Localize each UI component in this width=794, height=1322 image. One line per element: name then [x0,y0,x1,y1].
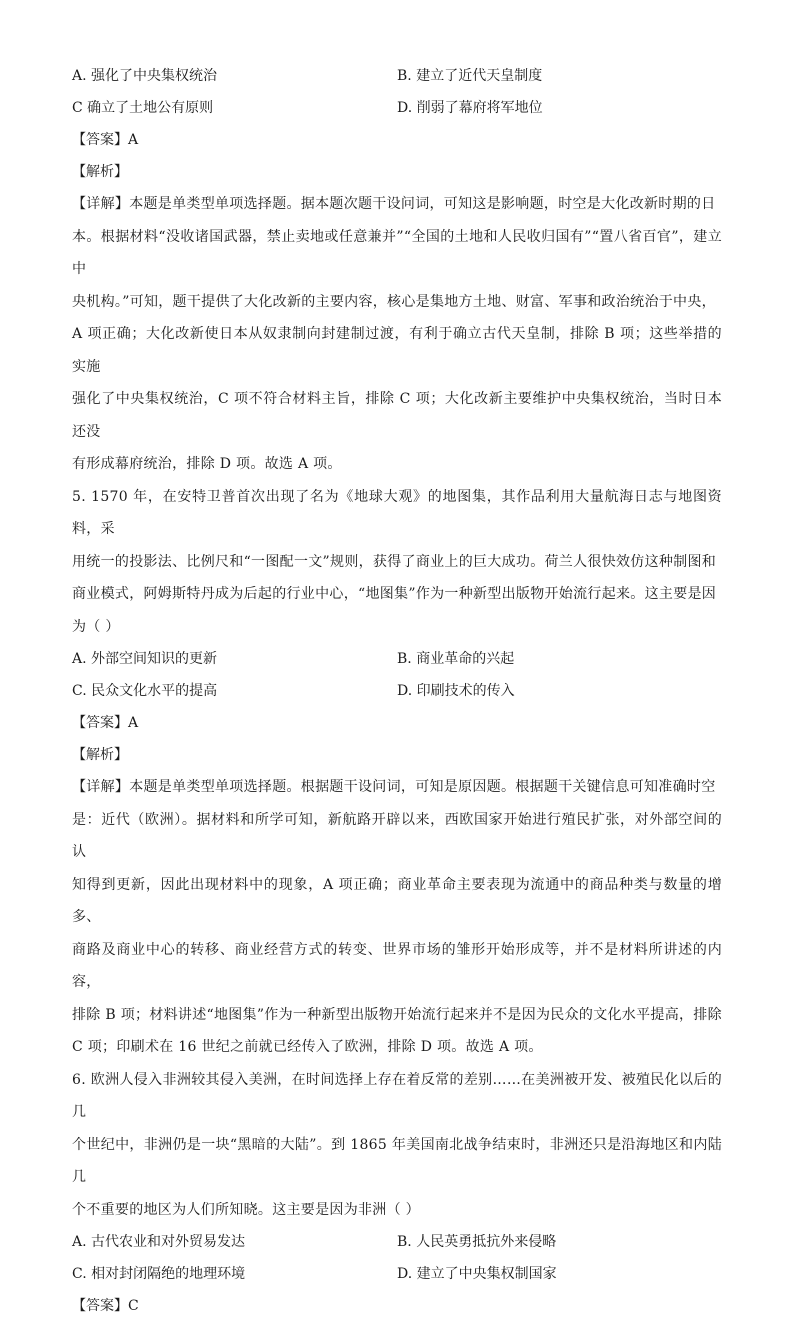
q6-option-a: A. 古代农业和对外贸易发达 [72,1234,246,1250]
q4-detail-line: 央机构。”可知，题干提供了大化改新的主要内容，核心是集地方土地、财富、军事和政治统治于中央， [72,293,716,310]
q6-option-d: D. 建立了中央集权制国家 [397,1266,557,1282]
q6-stem-line: 个不重要的地区为人们所知晓。这主要是因为非洲（ ） [72,1201,420,1218]
q5-stem-line: 为（ ） [72,618,120,635]
q6-answer: 【答案】C [72,1298,139,1314]
q5-detail-line: 排除 B 项；材料讲述“地图集”作为一种新型出版物开始流行起来并不是因为民众的文化水平提高，排除 [72,1006,722,1023]
q4-option-c: C 确立了土地公有原则 [72,100,214,116]
q6-options-row-1 [72,1226,722,1258]
q4-detail-line: 强化了中央集权统治，C 项不符合材料主旨，排除 C 项；大化改新主要维护中央集权统治，当时日本还没 [72,391,722,440]
q5-stem-line: 用统一的投影法、比例尺和“一图配一文”规则，获得了商业上的巨大成功。荷兰人很快效仿这种制图和 [72,553,717,570]
q5-option-c: C. 民众文化水平的提高 [72,683,218,699]
q5-stem-line: 5. 1570 年，在安特卫普首次出现了名为《地球大观》的地图集，其作品利用大量航海日志与地图资料，采 [72,488,722,537]
q6-stem [72,1064,722,1227]
q5-detail-line: 商路及商业中心的转移、商业经营方式的转变、世界市场的雏形开始形成等，并不是材料所讲述的内容， [72,941,722,990]
q4-option-b: B. 建立了近代天皇制度 [397,68,543,84]
q4-answer: 【答案】A [72,132,139,148]
q5-detail-line: C 项；印刷术在 16 世纪之前就已经传入了欧洲，排除 D 项。故选 A 项。 [72,1039,543,1055]
document-page [72,60,722,1322]
q5-answer: 【答案】A [72,715,139,731]
q5-option-d: D. 印刷技术的传入 [397,683,515,699]
q5-options-row-2 [72,675,722,707]
q5-options-row-1 [72,643,722,675]
q4-detail-line: 有形成幕府统治，排除 D 项。故选 A 项。 [72,456,342,472]
q6-option-b: B. 人民英勇抵抗外来侵略 [397,1234,557,1250]
q4-options-row-1 [72,60,722,92]
q5-detail [72,771,722,1064]
q5-option-a: A. 外部空间知识的更新 [72,651,218,667]
q4-options-row-2 [72,92,722,124]
q4-detail-line: A 项正确；大化改新使日本从奴隶制向封建制过渡，有利于确立古代天皇制，排除 B 项；这些举措的实施 [72,326,722,375]
q4-detail-line: 【详解】本题是单类型单项选择题。据本题次题干设问词，可知这是影响题，时空是大化改新时期的日 [72,196,716,212]
q5-stem [72,481,722,644]
q5-option-b: B. 商业革命的兴起 [397,651,515,667]
q4-option-a: A. 强化了中央集权统治 [72,68,218,84]
q5-detail-line: 【详解】本题是单类型单项选择题。根据题干设问词，可知是原因题。根据题干关键信息可知准确时空 [72,779,716,795]
q6-stem-line: 个世纪中，非洲仍是一块“黑暗的大陆”。到 1865 年美国南北战争结束时，非洲还只是沿海地区和内陆几 [72,1136,722,1185]
q4-detail-line: 本。根据材料“没收诸国武器，禁止卖地或任意兼并”“全国的土地和人民收归国有”“置八省百官”，建立中 [72,228,722,277]
q5-detail-line: 知得到更新，因此出现材料中的现象，A 项正确；商业革命主要表现为流通中的商品种类与数量的增多、 [72,876,722,925]
q6-stem-line: 6. 欧洲人侵入非洲较其侵入美洲，在时间选择上存在着反常的差别……在美洲被开发、被殖民化以后的几 [72,1071,722,1120]
q5-analysis-label: 【解析】 [72,747,128,763]
q5-detail-line: 是：近代（欧洲）。据材料和所学可知，新航路开辟以来，西欧国家开始进行殖民扩张，对外部空间的认 [72,811,722,860]
q4-analysis-label: 【解析】 [72,164,128,180]
q4-option-d: D. 削弱了幕府将军地位 [397,100,543,116]
q6-option-c: C. 相对封闭隔绝的地理环境 [72,1266,246,1282]
q5-stem-line: 商业模式，阿姆斯特丹成为后起的行业中心，“地图集”作为一种新型出版物开始流行起来。这主要是因 [72,586,717,602]
q4-detail [72,188,722,481]
q6-options-row-2 [72,1258,722,1290]
